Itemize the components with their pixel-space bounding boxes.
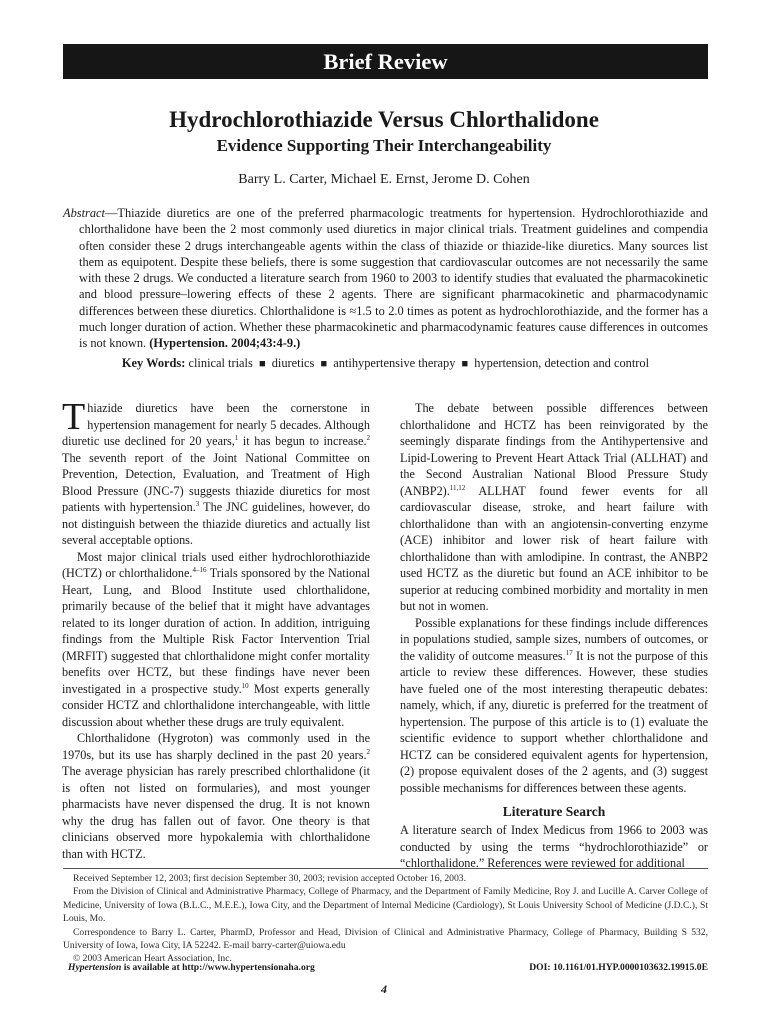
- body-text: Most major clinical trials used either hydrochlorothiazide (HCTZ) or chlorthalidone.: [62, 549, 370, 580]
- body-text: hiazide diuretics have been the cornerstone in hypertension management for nearly 5 decades. Although diuretic use declined for 20 years,: [62, 401, 370, 448]
- keywords-label: Key Words:: [121, 356, 186, 370]
- article-title: Hydrochlorothiazide Versus Chlorthalidone: [169, 107, 599, 132]
- citation-ref: 10: [241, 681, 249, 690]
- body-text: Possible explanations for these findings include differences in populations studied, sample sizes, numbers of outcomes, or the validity of outcome measures.: [400, 615, 708, 663]
- abstract-citation: (Hypertension. 2004;43:4-9.): [149, 336, 301, 351]
- body-text: Trials sponsored by the National Heart, Lung, and Blood Institute used chlorthalidone, primarily because of the belief that it might have advantages related to its longer duration of action. In addition, intriguing findings from the Multiple Risk Factor Intervention Trial (MRFIT) suggested that chlorthalidone might confer mortality benefits over HCTZ, but these findings have never been investigated in a prospective study.: [62, 566, 370, 696]
- body-paragraph: [62, 730, 370, 862]
- page-number: 4: [381, 982, 387, 996]
- abstract-label: Abstract: [63, 206, 105, 220]
- footnote: Received September 12, 2003; first decision September 30, 2003; revision accepted October 16, 2003.: [73, 873, 466, 884]
- citation-ref: 1: [234, 433, 239, 442]
- keyword-item: antihypertensive therapy: [333, 356, 456, 370]
- body-text: it has begun to increase.: [238, 434, 367, 448]
- body-paragraph: [400, 400, 708, 615]
- body-paragraph: [400, 615, 708, 797]
- body-paragraph: [62, 549, 370, 731]
- keywords: [63, 355, 708, 372]
- body-text: The JNC guidelines, however, do not distinguish between the thiazide diuretics and actually list several acceptable options.: [62, 500, 371, 547]
- footnote: From the Division of Clinical and Administrative Pharmacy, College of Pharmacy, and the Department of Family Medicine, Roy J. and Lucille A. Carver College of Medicine, University of Iowa (B.L.C., M.E.E.), Iowa City, and the Department of Internal Medicine (Cardiology), St Louis University School of Medicine (J.D.C.), St Louis, Mo.: [63, 886, 708, 925]
- keyword-separator: ■: [461, 358, 469, 370]
- footnote: Correspondence to Barry L. Carter, PharmD, Professor and Head, Division of Clinical and Administrative Pharmacy, College of Pharmacy, Building S 532, University of Iowa, Iowa City, IA 52242. E-mail barry-carter@uiowa.edu: [63, 926, 708, 952]
- citation-ref: 2: [366, 433, 370, 442]
- body-text: It is not the purpose of this article to review these differences. However, these studies have fueled one of the most interesting therapeutic debates: namely, which, if any, diuretic is preferred for the treatment of hypertension. The purpose of this article is to (1) evaluate the scientific evidence to support whether chlorthalidone and HCTZ can be considered equivalent agents for hypertension, (2) propose equivalent doses of the 2 agents, and (3) suggest possible mechanisms for differences between these agents.: [400, 648, 708, 795]
- keyword-item: diuretics: [271, 356, 315, 370]
- journal-availability: [68, 962, 315, 973]
- citation-ref: 3: [195, 499, 200, 508]
- body-text: The debate between possible differences between chlorthalidone and HCTZ has been reinvigorated by the seemingly disparate findings from the Antihypertensive and Lipid-Lowering to Prevent Heart Attack Trial (ALLHAT) and the Second Australian National Blood Pressure Study (ANBP2).: [400, 401, 708, 498]
- footnote: © 2003 American Heart Association, Inc.: [73, 953, 232, 965]
- citation-ref: 4–16: [192, 565, 207, 574]
- journal-url-text[interactable]: is available at http://www.hypertensionaha.org: [121, 962, 315, 973]
- section-banner: Brief Review: [63, 44, 708, 79]
- body-column-right: [400, 400, 708, 872]
- keyword-separator: ■: [258, 358, 266, 370]
- body-paragraph: A literature search of Index Medicus from 1966 to 2003 was conducted by using the terms “hydrochlorothiazide” or “chlorthalidone.” References were reviewed for additional: [400, 823, 708, 870]
- abstract-dash: —: [105, 206, 118, 220]
- author-list: Barry L. Carter, Michael E. Ernst, Jerome D. Cohen: [238, 172, 530, 187]
- abstract: [63, 205, 708, 352]
- keyword-item: clinical trials: [188, 356, 253, 370]
- body-text: Chlorthalidone (Hygroton) was commonly used in the 1970s, but its use has sharply declined in the past 20 years.: [62, 731, 370, 762]
- citation-ref: 2: [366, 747, 370, 756]
- section-heading: Literature Search: [502, 804, 606, 819]
- keyword-separator: ■: [320, 358, 328, 370]
- body-text: The seventh report of the Joint National Committee on Prevention, Detection, Evaluation, and Treatment of High Blood Pressure (JNC-7) suggests thiazide diuretics for most patients with hypertension.: [62, 450, 370, 514]
- doi: DOI: 10.1161/01.HYP.0000103632.19915.0E: [529, 962, 708, 973]
- footnotes: [63, 872, 708, 966]
- drop-cap: T: [62, 396, 86, 438]
- article-subtitle: Evidence Supporting Their Interchangeability: [216, 136, 552, 155]
- body-paragraph: [62, 396, 371, 549]
- body-text: Most experts generally consider HCTZ and chlorthalidone interchangeable, with little discussion about whether these drugs are truly equivalent.: [62, 681, 370, 729]
- abstract-text: Thiazide diuretics are one of the preferred pharmacologic treatments for hypertension. Hydrochlorothiazide and chlorthalidone have been the 2 most commonly used diuretics in major clinical trials. Treatment guidelines and compendia often consider these 2 drugs interchangeable agents within the class of thiazide or thiazide-like diuretics. Many sources list them as equipotent. Despite these beliefs, there is some suggestion that cardiovascular outcomes are not necessarily the same with these 2 drugs. We conducted a literature search from 1960 to 2003 to identify studies that evaluated the pharmacokinetic and blood pressure–lowering effects of these 2 agents. There are significant pharmacokinetic and pharmacodynamic differences between these diuretics. Chlorthalidone is ≈1.5 to 2.0 times as potent as hydrochlorothiazide, and the former has a much longer duration of action. Whether these pharmacokinetic and pharmacodynamic features cause differences in outcomes is not known.: [79, 206, 708, 351]
- body-text: The average physician has rarely prescribed chlorthalidone (it is often not listed on formularies), and most younger pharmacists have never dispensed the drug. It is not known why the drug has fallen out of favor. One theory is that clinicians observed more hypokalemia with chlorthalidone than with HCTZ.: [62, 764, 370, 861]
- body-text: ALLHAT found fewer events for all cardiovascular disease, stroke, and heart failure with chlorthalidone than with an angiotensin-converting enzyme (ACE) inhibitor and lower risk of heart failure with chlorthalidone than with amlodipine. In contrast, the ANBP2 used HCTZ as the diuretic but found an ACE inhibitor to be superior at reducing combined morbidity and mortality in men but not in women.: [400, 483, 708, 613]
- journal-name: Hypertension: [68, 962, 122, 973]
- citation-ref: 11,12: [449, 483, 466, 492]
- footnote-divider: [63, 868, 708, 869]
- keyword-item: hypertension, detection and control: [474, 356, 650, 370]
- body-column-left: [62, 396, 371, 862]
- citation-ref: 17: [565, 648, 573, 657]
